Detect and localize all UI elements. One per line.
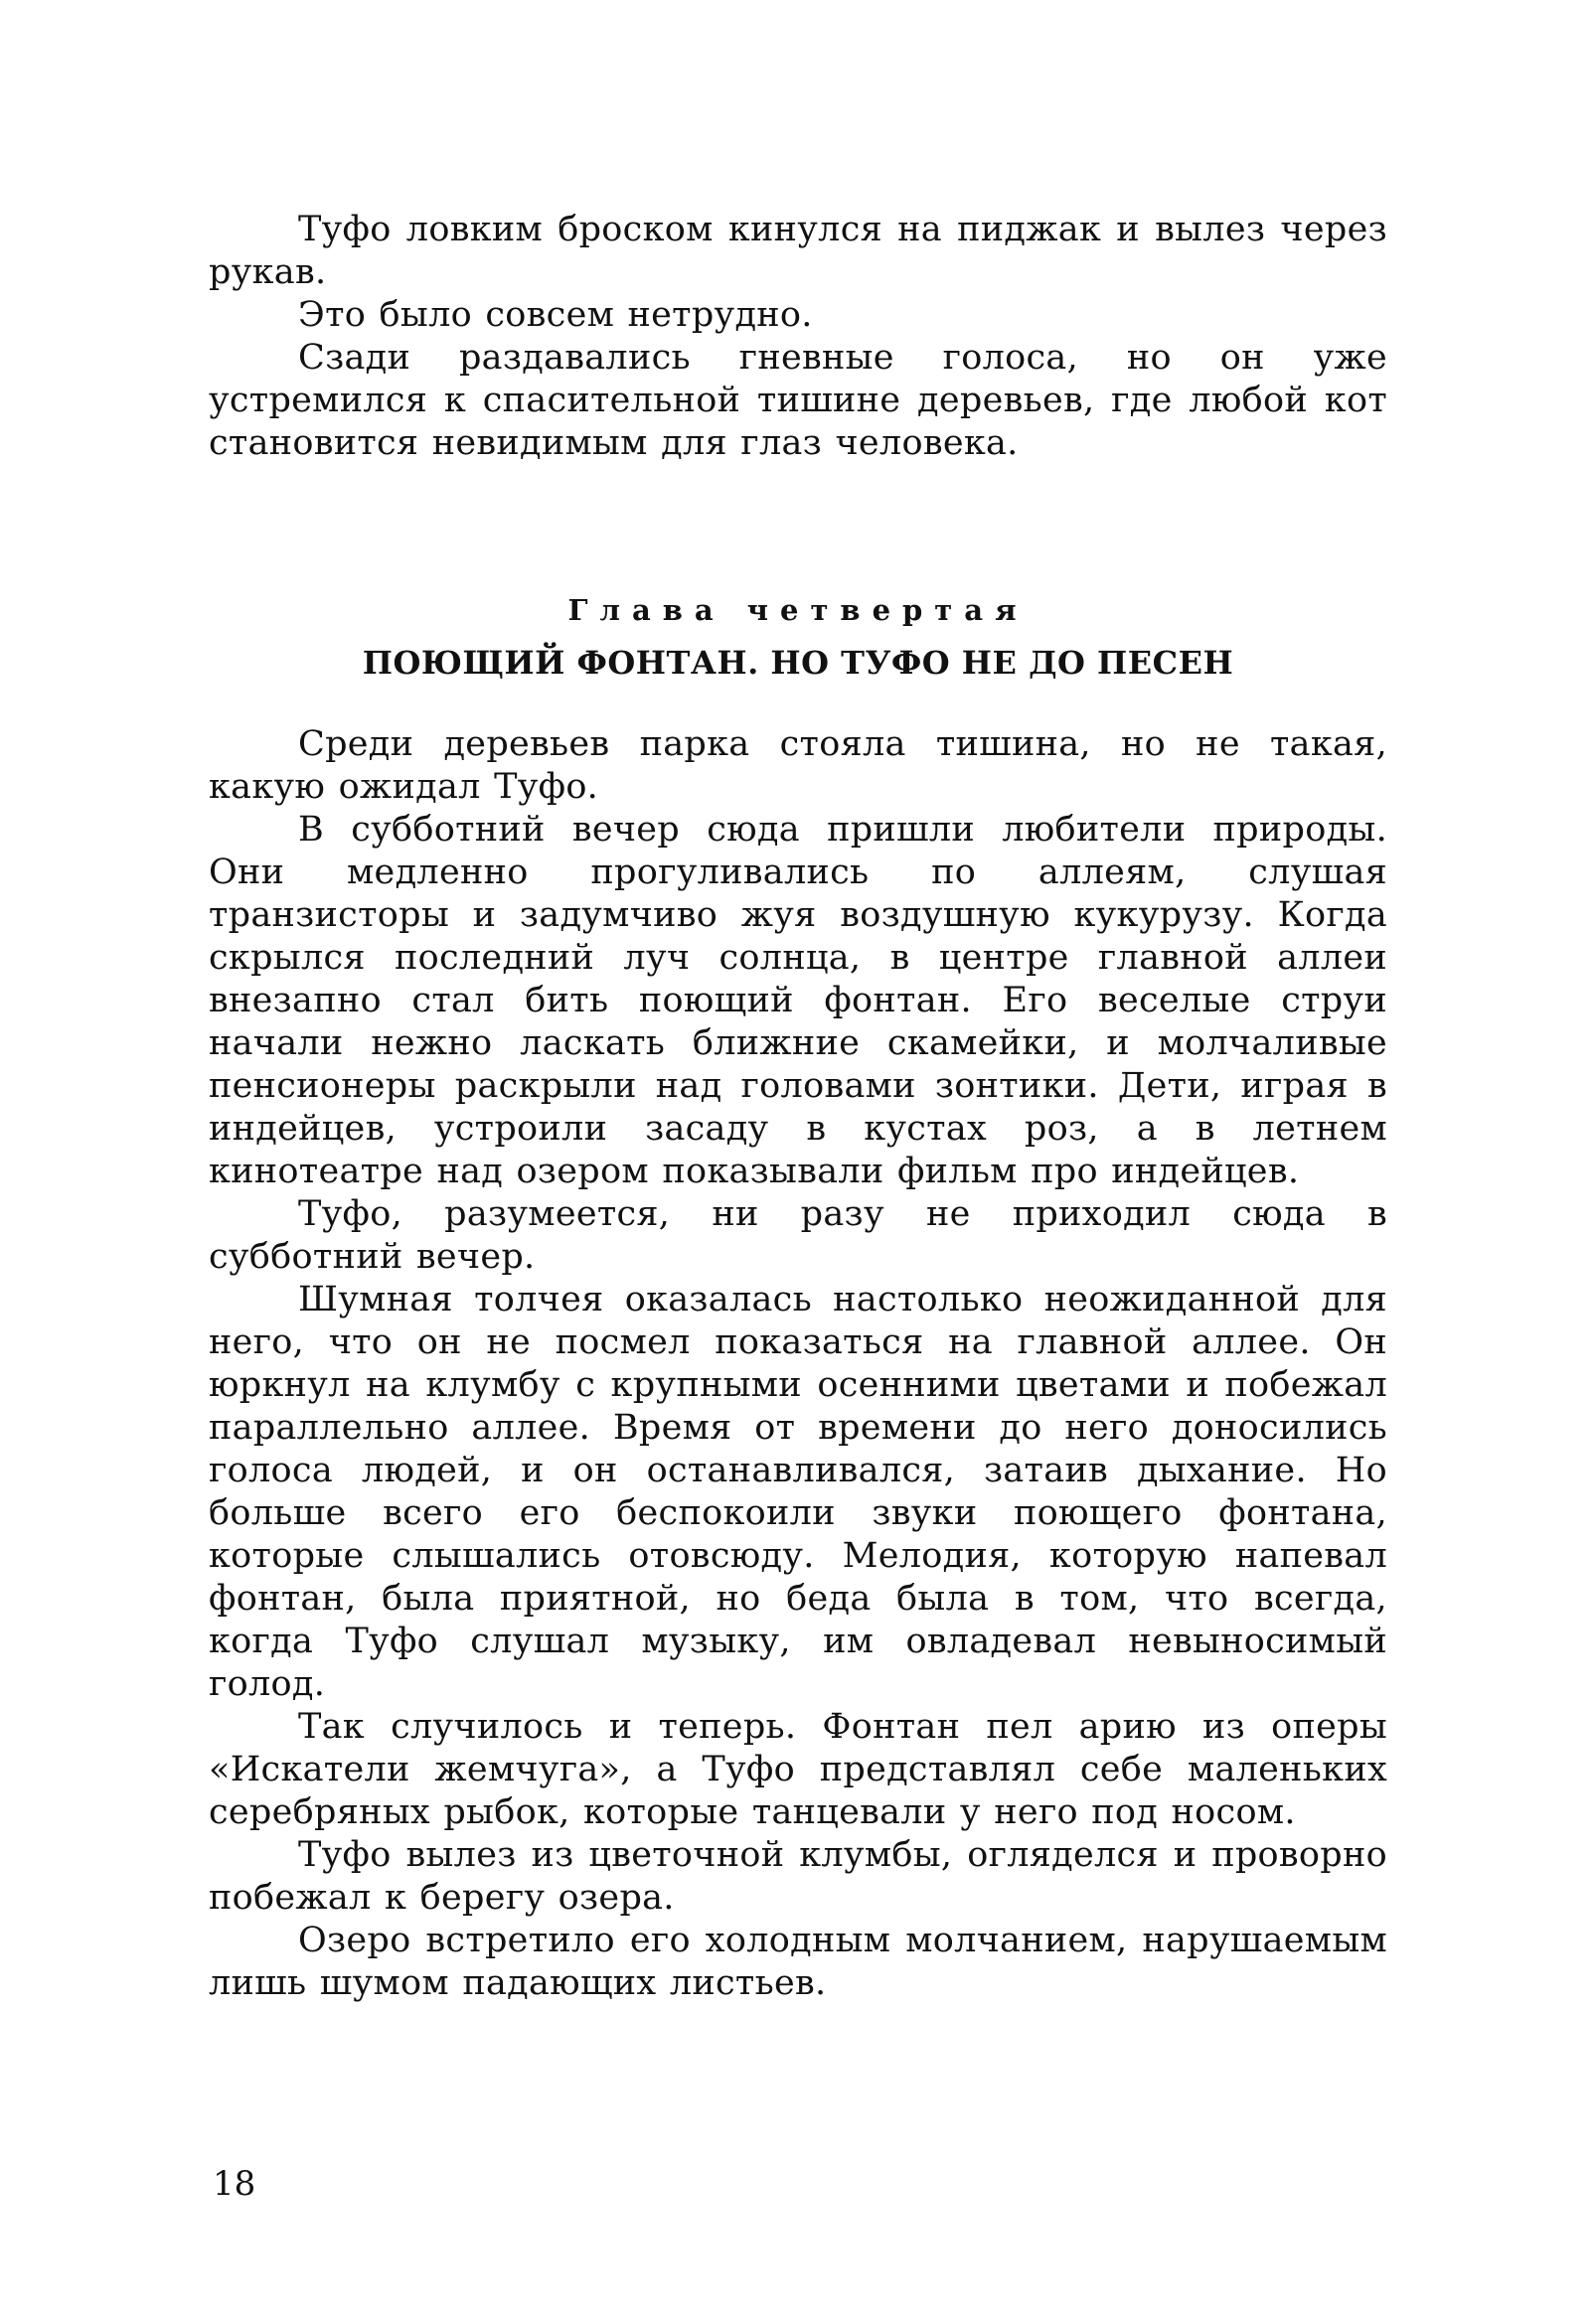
chapter-title: ПОЮЩИЙ ФОНТАН. НО ТУФО НЕ ДО ПЕСЕН [362, 644, 1234, 682]
chapter-label: Глава четвертая [567, 593, 1029, 627]
page-number: 18 [213, 2164, 256, 2204]
paragraph: Среди деревьев парка стояла тишина, но не такая, какую ожидал Туфо. [209, 724, 1387, 807]
top-text-block [209, 209, 1387, 465]
paragraph: Это было совсем нетрудно. [298, 295, 813, 335]
paragraph: В субботний вечер сюда пришли любители природы. Они медленно прогуливались по аллеям, слушая транзисторы и задумчиво жуя воздушную кукурузу. Когда скрылся последний луч солнца, в центре главной аллеи внезапно стал бить поющий фонтан. Его веселые струи начали нежно ласкать ближние скамейки, и молчаливые пенсионеры раскрыли над головами зонтики. Дети, играя в индейцев, устроили засаду в кустах роз, а в летнем кинотеатре над озером показывали фильм про индейцев. [209, 810, 1387, 1191]
paragraph: Туфо вылез из цветочной клумбы, огляделся и проворно побежал к берегу озера. [209, 1835, 1387, 1918]
paragraph: Шумная толчея оказалась настолько неожиданной для него, что он не посмел показаться на главной аллее. Он юркнул на клумбу с крупными осенними цветами и побежал параллельно аллее. Время от времени до него доносились голоса людей, и он останавливался, затаив дыхание. Но больше всего его беспокоили звуки поющего фонтана, которые слышались отовсюду. Мелодия, которую напевал фонтан, была приятной, но беда была в том, что всегда, когда Туфо слушал музыку, им овладевал невыносимый голод. [209, 1280, 1387, 1704]
main-text-block [209, 723, 1387, 2005]
paragraph: Так случилось и теперь. Фонтан пел арию из оперы «Искатели жемчуга», а Туфо представлял себе маленьких серебряных рыбок, которые танцевали у него под носом. [209, 1707, 1387, 1832]
paragraph: Озеро встретило его холодным молчанием, нарушаемым лишь шумом падающих листьев. [209, 1921, 1387, 2003]
paragraph: Туфо, разумеется, ни разу не приходил сюда в субботний вечер. [209, 1194, 1387, 1277]
paragraph: Туфо ловким броском кинулся на пиджак и вылез через рукав. [209, 210, 1387, 292]
paragraph: Сзади раздавались гневные голоса, но он уже устремился к спасительной тишине деревьев, где любой кот становится невидимым для глаз человека. [209, 338, 1387, 463]
